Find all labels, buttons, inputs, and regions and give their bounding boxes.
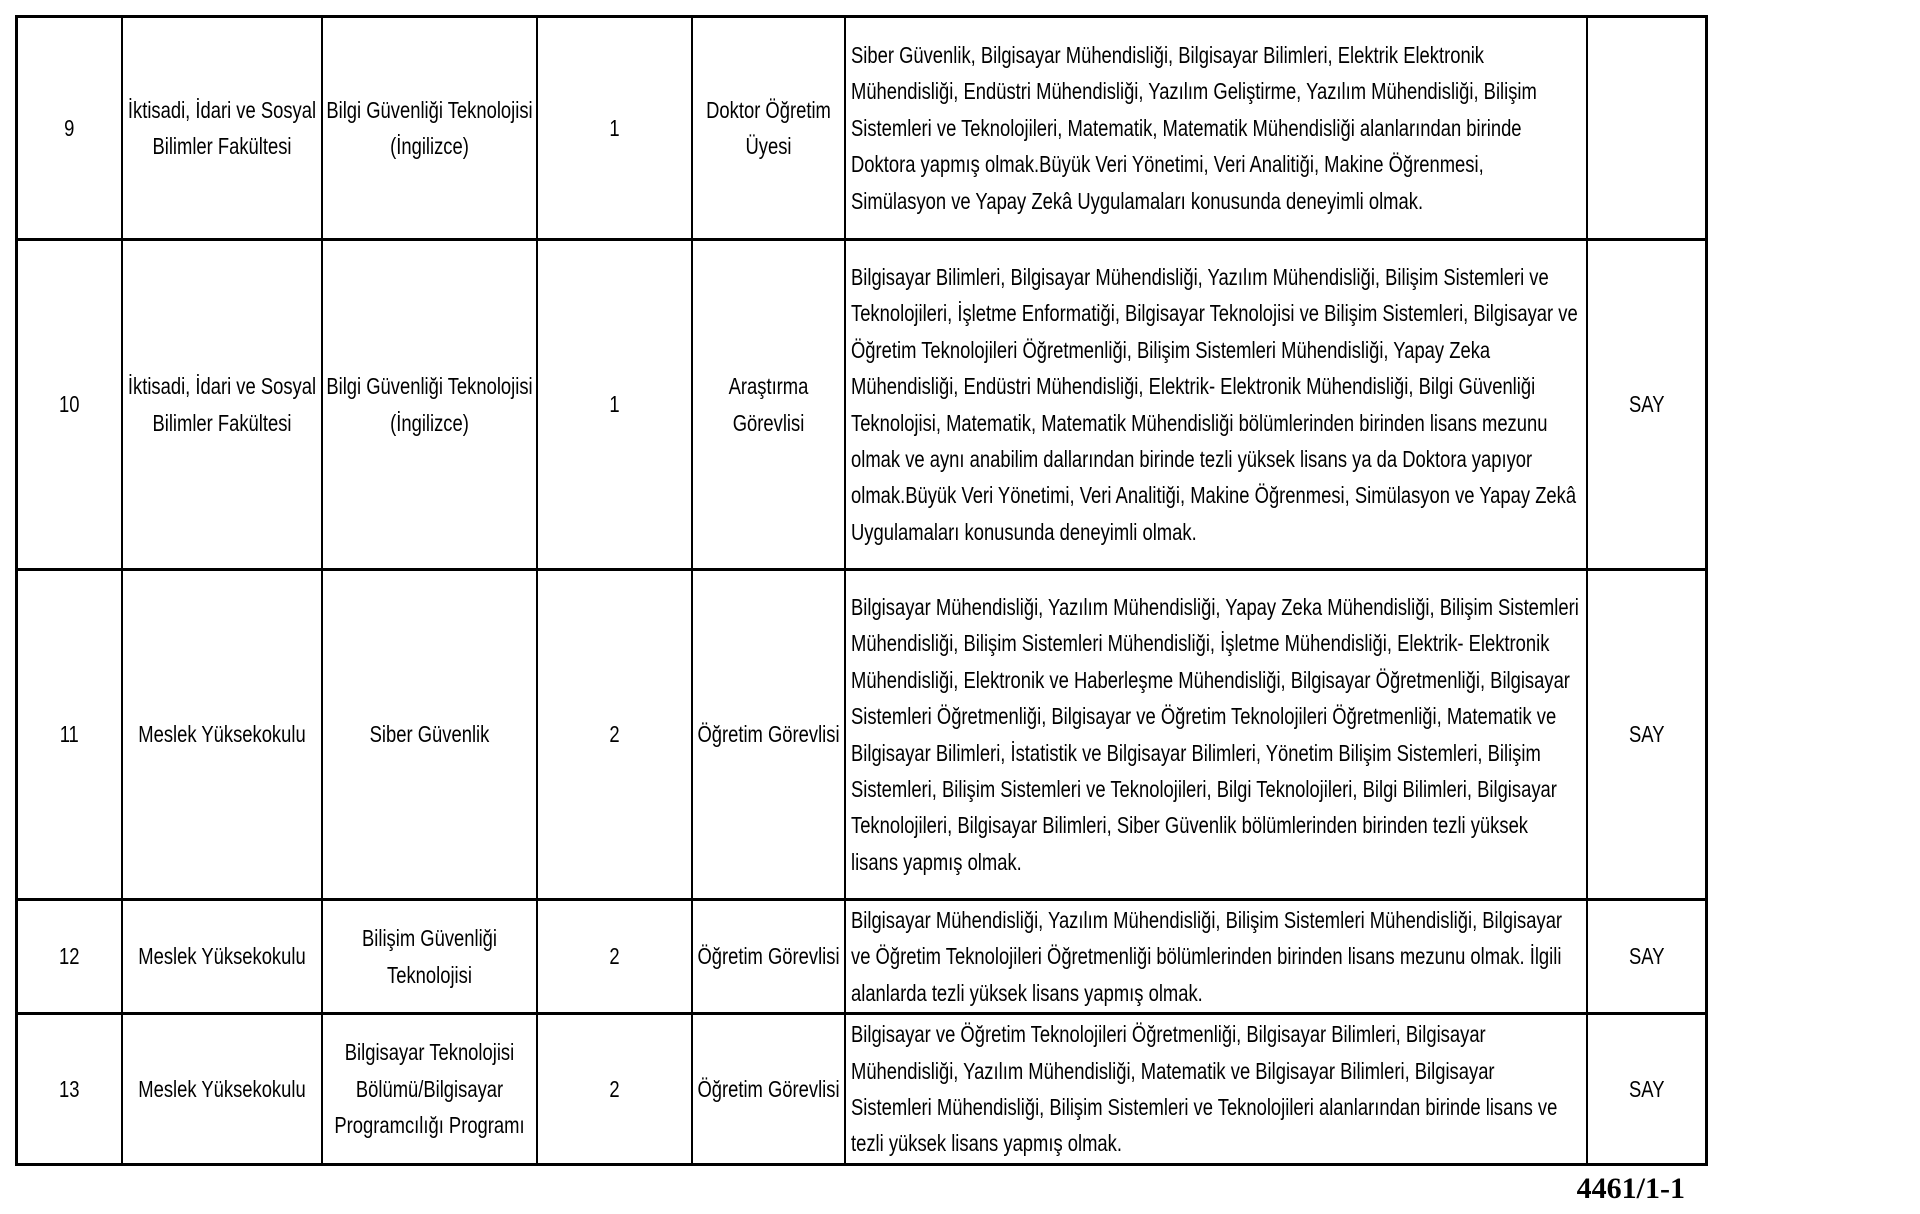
cell-score-type [1587,17,1707,240]
cell-requirements: Bilgisayar Bilimleri, Bilgisayar Mühendisliği, Yazılım Mühendisliği, Bilişim Sistemleri ve Teknolojileri, İşletme Enformatiği, Bilgisayar Teknolojisi ve Bilişim Sistemleri, Bilgisayar ve Öğretim Teknolojileri Öğretmenliği, Bilişim Sistemleri Mühendisliği, Yapay Zeka Mühendisliği, Endüstri Mühendisliği, Elektrik- Elektronik Mühendisliği, Bilgi Güvenliği Teknolojisi, Matematik, Matematik Mühendisliği bölümlerinden birinden lisans mezunu olmak ve aynı anabilim dallarından birinde tezli yüksek lisans ya da Doktora yapıyor olmak.Büyük Veri Yönetimi, Veri Analitiği, Makine Öğrenmesi, Simülasyon ve Yapay Zekâ Uygulamaları konusunda deneyimli olmak. [845,240,1587,570]
cell-position-title: Doktor Öğretim Üyesi [692,17,845,240]
cell-count: 1 [537,17,692,240]
cell-count: 2 [537,1014,692,1165]
cell-department: Bilgi Güvenliği Teknolojisi (İngilizce) [322,240,537,570]
cell-score-type: SAY [1587,570,1707,900]
cell-position-title: Öğretim Görevlisi [692,1014,845,1165]
cell-count: 1 [537,240,692,570]
cell-row-number: 13 [17,1014,122,1165]
cell-faculty: Meslek Yüksekokulu [122,900,322,1014]
cell-row-number: 11 [17,570,122,900]
table-row [17,17,1707,240]
cell-faculty: İktisadi, İdari ve Sosyal Bilimler Fakültesi [122,240,322,570]
cell-row-number: 12 [17,900,122,1014]
table-body [17,17,1707,1165]
cell-faculty: Meslek Yüksekokulu [122,570,322,900]
cell-position-title: Araştırma Görevlisi [692,240,845,570]
cell-position-title: Öğretim Görevlisi [692,570,845,900]
table-row [17,900,1707,1014]
cell-row-number: 10 [17,240,122,570]
table-row [17,240,1707,570]
cell-requirements: Bilgisayar Mühendisliği, Yazılım Mühendisliği, Bilişim Sistemleri Mühendisliği, Bilgisayar ve Öğretim Teknolojileri Öğretmenliği bölümlerinden birinden lisans mezunu olmak. İlgili alanlarda tezli yüksek lisans yapmış olmak. [845,900,1587,1014]
cell-department: Bilişim Güvenliği Teknolojisi [322,900,537,1014]
gazette-reference-number: 4461/1-1 [1576,1171,1685,1205]
cell-department: Bilgisayar Teknolojisi Bölümü/Bilgisayar Programcılığı Programı [322,1014,537,1165]
cell-score-type: SAY [1587,1014,1707,1165]
cell-position-title: Öğretim Görevlisi [692,900,845,1014]
cell-count: 2 [537,570,692,900]
academic-positions-table [15,15,1708,1166]
cell-row-number: 9 [17,17,122,240]
table-row [17,1014,1707,1165]
cell-department: Bilgi Güvenliği Teknolojisi (İngilizce) [322,17,537,240]
cell-requirements: Siber Güvenlik, Bilgisayar Mühendisliği, Bilgisayar Bilimleri, Elektrik Elektronik Mühendisliği, Endüstri Mühendisliği, Yazılım Geliştirme, Yazılım Mühendisliği, Bilişim Sistemleri ve Teknolojileri, Matematik, Matematik Mühendisliği alanlarından birinde Doktora yapmış olmak.Büyük Veri Yönetimi, Veri Analitiği, Makine Öğrenmesi, Simülasyon ve Yapay Zekâ Uygulamaları konusunda deneyimli olmak. [845,17,1587,240]
table-row [17,570,1707,900]
cell-count: 2 [537,900,692,1014]
cell-faculty: İktisadi, İdari ve Sosyal Bilimler Fakültesi [122,17,322,240]
cell-score-type: SAY [1587,900,1707,1014]
cell-requirements: Bilgisayar ve Öğretim Teknolojileri Öğretmenliği, Bilgisayar Bilimleri, Bilgisayar Mühendisliği, Yazılım Mühendisliği, Matematik ve Bilgisayar Bilimleri, Bilgisayar Sistemleri Mühendisliği, Bilişim Sistemleri ve Teknolojileri alanlarından birinde lisans ve tezli yüksek lisans yapmış olmak. [845,1014,1587,1165]
cell-requirements: Bilgisayar Mühendisliği, Yazılım Mühendisliği, Yapay Zeka Mühendisliği, Bilişim Sistemleri Mühendisliği, Bilişim Sistemleri Mühendisliği, İşletme Mühendisliği, Elektrik- Elektronik Mühendisliği, Elektronik ve Haberleşme Mühendisliği, Bilgisayar Öğretmenliği, Bilgisayar Sistemleri Öğretmenliği, Bilgisayar ve Öğretim Teknolojileri Öğretmenliği, Matematik ve Bilgisayar Bilimleri, İstatistik ve Bilgisayar Bilimleri, Yönetim Bilişim Sistemleri, Bilişim Sistemleri, Bilişim Sistemleri ve Teknolojileri, Bilgi Teknolojileri, Bilgi Bilimleri, Bilgisayar Teknolojileri, Bilgisayar Bilimleri, Siber Güvenlik bölümlerinden birinden tezli yüksek lisans yapmış olmak. [845,570,1587,900]
cell-department: Siber Güvenlik [322,570,537,900]
cell-score-type: SAY [1587,240,1707,570]
cell-faculty: Meslek Yüksekokulu [122,1014,322,1165]
